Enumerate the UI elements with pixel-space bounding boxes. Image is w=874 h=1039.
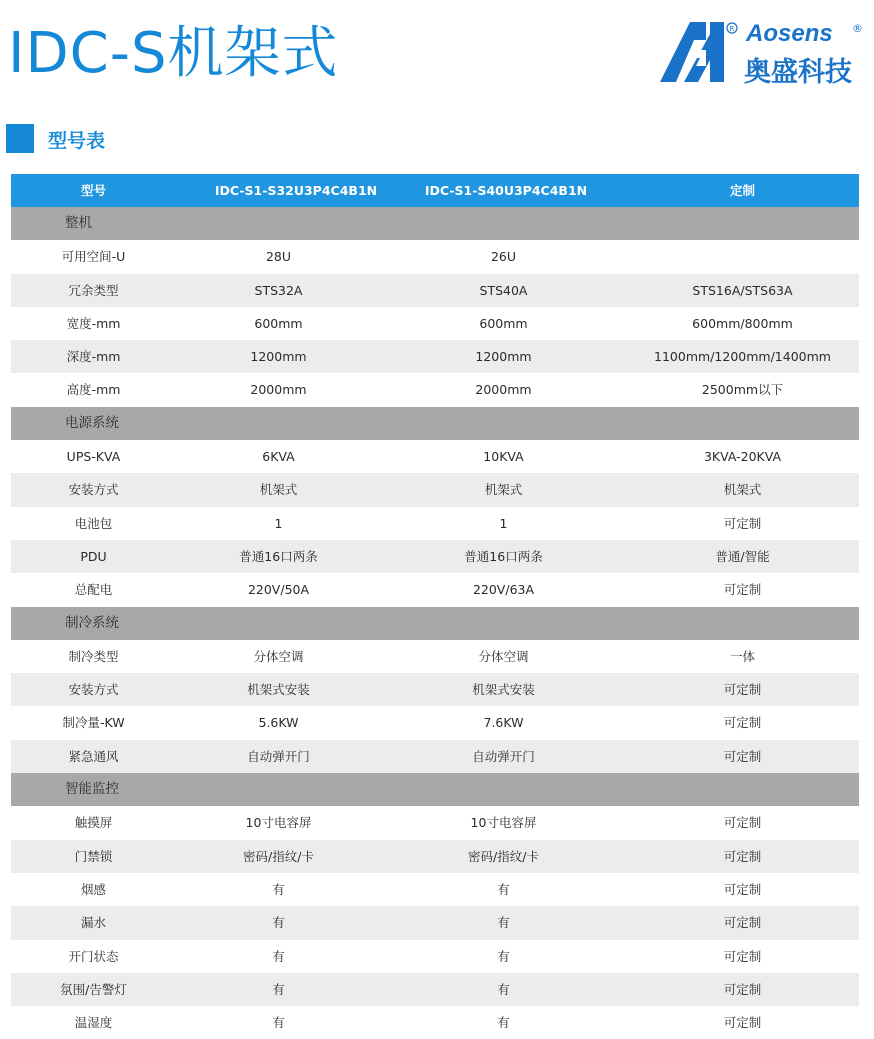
table-row <box>11 440 859 473</box>
table-cell: 10寸电容屏 <box>245 815 312 831</box>
table-row <box>11 973 859 1006</box>
table-cell: 可用空间-U <box>61 249 126 265</box>
table-cell: 可定制 <box>723 748 762 764</box>
table-cell: 紧急通风 <box>68 748 119 764</box>
table-cell: 门禁锁 <box>74 848 113 864</box>
header-cell-s40: IDC-S1-S40U3P4C4B1N <box>424 183 588 198</box>
table-cell: 可定制 <box>723 515 762 531</box>
table-cell: 可定制 <box>723 715 762 731</box>
table-cell: 26U <box>490 249 517 265</box>
table-cell: 有 <box>272 1015 285 1031</box>
table-cell: 600mm <box>254 315 303 331</box>
table-row <box>11 507 859 540</box>
table-row <box>11 640 859 673</box>
table-cell: 1200mm <box>250 349 307 365</box>
table-cell: 触摸屏 <box>74 815 113 831</box>
page-title: IDC-S机架式 <box>8 21 339 86</box>
table-row <box>11 340 859 373</box>
table-cell: 可定制 <box>723 815 762 831</box>
logo-registered-mark: ® <box>852 22 863 35</box>
table-cell: 可定制 <box>723 1015 762 1031</box>
table-cell: 28U <box>265 249 292 265</box>
table-row <box>11 740 859 773</box>
table-cell: 密码/指纹/卡 <box>468 848 539 864</box>
table-cell: 开门状态 <box>68 948 119 964</box>
table-row <box>11 1006 859 1039</box>
table-cell: 分体空调 <box>478 648 529 664</box>
table-cell: 220V/50A <box>247 582 310 598</box>
table-row <box>11 373 859 406</box>
header-cell-model: 型号 <box>80 183 106 198</box>
table-cell: 有 <box>272 948 285 964</box>
table-cell: 6KVA <box>262 449 295 465</box>
table-row <box>11 873 859 906</box>
table-row <box>11 940 859 973</box>
table-cell: 漏水 <box>80 915 106 931</box>
section-title: 型号表 <box>48 130 106 152</box>
table-cell: 宽度-mm <box>66 315 121 331</box>
table-cell: 总配电 <box>74 582 113 598</box>
table-cell: 机架式安装 <box>247 682 310 698</box>
table-row <box>11 906 859 939</box>
group-title: 整机 <box>65 215 92 231</box>
table-cell: 机架式安装 <box>472 682 535 698</box>
table-cell: 3KVA-20KVA <box>703 449 782 465</box>
table-cell: 可定制 <box>723 981 762 997</box>
group-title: 制冷系统 <box>65 614 119 631</box>
table-cell: 1200mm <box>475 349 532 365</box>
table-row <box>11 706 859 739</box>
table-cell: 可定制 <box>723 881 762 897</box>
table-cell: PDU <box>80 548 107 564</box>
table-cell: STS40A <box>479 282 528 298</box>
table-cell: 温湿度 <box>74 1015 113 1031</box>
table-cell: 600mm/800mm <box>692 315 793 331</box>
table-cell: 高度-mm <box>66 382 121 398</box>
table-cell: 自动弹开门 <box>472 748 535 764</box>
table-cell: 220V/63A <box>472 582 535 598</box>
table-group-row <box>11 207 859 240</box>
table-cell: 氛围/告警灯 <box>60 981 127 997</box>
table-row <box>11 840 859 873</box>
header-cell-custom: 定制 <box>729 183 755 198</box>
table-cell: 1 <box>499 515 508 531</box>
table-cell: 冗余类型 <box>68 282 119 298</box>
table-cell: 2000mm <box>250 382 307 398</box>
table-cell: 有 <box>272 915 285 931</box>
header-cell-s32: IDC-S1-S32U3P4C4B1N <box>214 183 378 198</box>
table-cell: 可定制 <box>723 682 762 698</box>
table-group-row <box>11 607 859 640</box>
table-cell: 1100mm/1200mm/1400mm <box>654 349 831 365</box>
table-cell: 有 <box>497 948 510 964</box>
table-row <box>11 274 859 307</box>
table-row <box>11 673 859 706</box>
aosens-logo-mark-icon <box>660 20 740 84</box>
table-cell: 安装方式 <box>68 482 119 498</box>
table-cell: 有 <box>497 881 510 897</box>
table-cell: 一体 <box>729 648 755 664</box>
table-cell: 可定制 <box>723 948 762 964</box>
table-cell: 有 <box>497 981 510 997</box>
table-cell: 5.6KW <box>258 715 299 731</box>
table-cell: 烟感 <box>80 881 106 897</box>
table-row <box>11 473 859 506</box>
table-group-row <box>11 773 859 806</box>
logo-name-en: Aosens <box>746 20 833 47</box>
table-cell: STS16A/STS63A <box>692 282 793 298</box>
table-cell: 分体空调 <box>253 648 304 664</box>
aosens-logo <box>660 20 870 88</box>
table-cell: 密码/指纹/卡 <box>243 848 314 864</box>
svg-text:R: R <box>729 25 735 33</box>
table-row <box>11 240 859 273</box>
table-row <box>11 540 859 573</box>
table-cell: 有 <box>497 1015 510 1031</box>
table-cell: STS32A <box>254 282 303 298</box>
table-cell: 制冷量-KW <box>62 715 125 731</box>
table-row <box>11 307 859 340</box>
logo-name-cn: 奥盛科技 <box>744 57 852 88</box>
table-cell: 有 <box>497 915 510 931</box>
table-cell: 可定制 <box>723 848 762 864</box>
table-row <box>11 806 859 839</box>
spec-table <box>11 174 859 1039</box>
table-cell: 10寸电容屏 <box>470 815 537 831</box>
table-cell: 机架式 <box>259 482 298 498</box>
group-title: 电源系统 <box>65 414 119 431</box>
table-cell: 2500mm以下 <box>701 382 784 398</box>
table-group-row <box>11 407 859 440</box>
table-cell: 2000mm <box>475 382 532 398</box>
table-row <box>11 573 859 606</box>
table-cell: 自动弹开门 <box>247 748 310 764</box>
table-cell: 有 <box>272 981 285 997</box>
table-cell: 600mm <box>479 315 528 331</box>
table-cell: 普通/智能 <box>715 548 770 564</box>
table-cell: 电池包 <box>74 515 113 531</box>
group-title: 智能监控 <box>65 781 119 798</box>
table-cell: 有 <box>272 881 285 897</box>
section-square-icon <box>6 124 34 153</box>
table-cell: 深度-mm <box>66 349 121 365</box>
table-header-row <box>11 174 859 207</box>
table-cell: 机架式 <box>484 482 523 498</box>
table-cell: 1 <box>274 515 283 531</box>
table-cell: 可定制 <box>723 915 762 931</box>
table-cell: 安装方式 <box>68 682 119 698</box>
table-cell: 10KVA <box>483 449 524 465</box>
table-cell: 7.6KW <box>483 715 524 731</box>
table-cell: 可定制 <box>723 582 762 598</box>
table-cell: 普通16口两条 <box>239 548 318 564</box>
table-cell: 普通16口两条 <box>464 548 543 564</box>
table-cell: 制冷类型 <box>68 648 119 664</box>
table-cell: 机架式 <box>723 482 762 498</box>
table-cell: UPS-KVA <box>66 449 121 465</box>
